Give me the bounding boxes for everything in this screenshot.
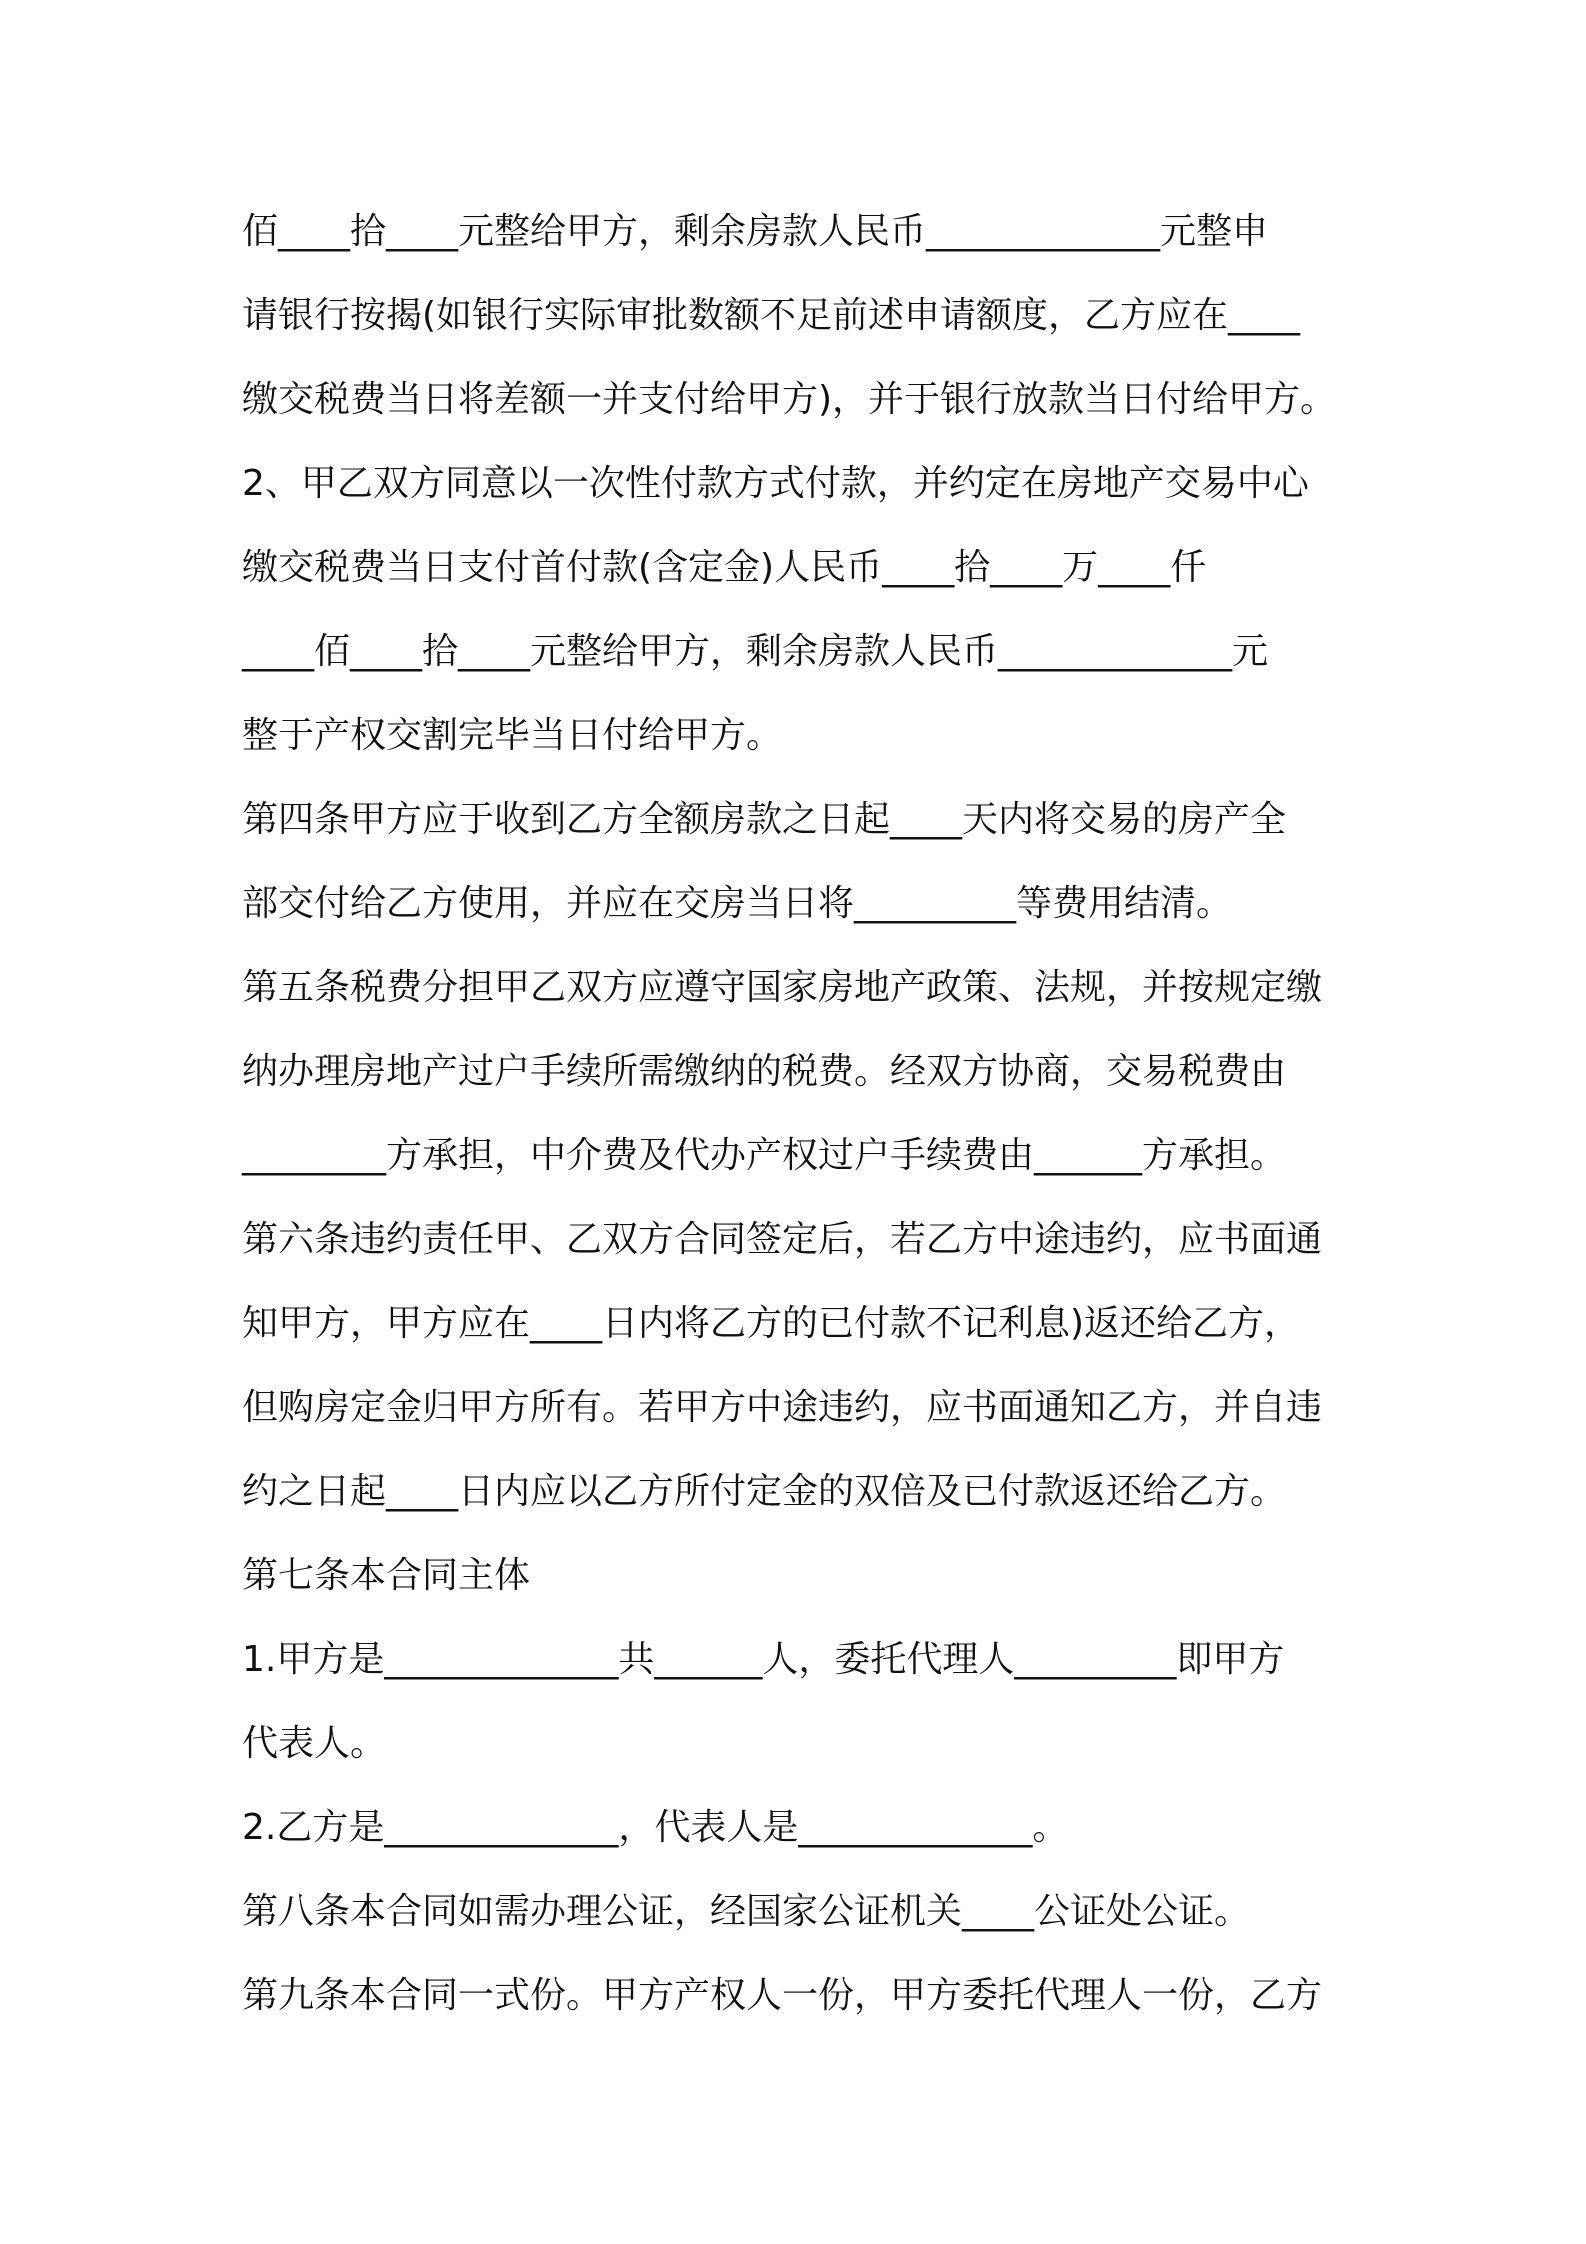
- text-line: 部交付给乙方使用，并应在交房当日将_________等费用结清。: [242, 883, 1233, 924]
- text-line: 第六条违约责任甲、乙双方合同签定后，若乙方中途违约，应书面通: [242, 1219, 1323, 1260]
- text-line: 纳办理房地产过户手续所需缴纳的税费。经双方协商，交易税费由: [242, 1051, 1287, 1092]
- text-line: 2.乙方是_____________，代表人是_____________。: [242, 1807, 1069, 1848]
- text-line: 缴交税费当日将差额一并支付给甲方)，并于银行放款当日付给甲方。: [242, 379, 1337, 420]
- text-line: ____佰____拾____元整给甲方，剩余房款人民币_____________元: [242, 631, 1269, 672]
- text-line: 代表人。: [242, 1723, 387, 1764]
- text-line: 第五条税费分担甲乙双方应遵守国家房地产政策、法规，并按规定缴: [242, 967, 1323, 1008]
- text-line: 第九条本合同一式份。甲方产权人一份，甲方委托代理人一份，乙方: [242, 1975, 1323, 2016]
- contract-body: [242, 190, 1362, 2038]
- text-line: ________方承担，中介费及代办产权过户手续费由______方承担。: [242, 1135, 1287, 1176]
- text-line: 第七条本合同主体: [242, 1555, 531, 1596]
- text-line: 整于产权交割完毕当日付给甲方。: [242, 715, 783, 756]
- text-line: 2、甲乙双方同意以一次性付款方式付款，并约定在房地产交易中心: [242, 463, 1309, 504]
- text-line: 约之日起____日内应以乙方所付定金的双倍及已付款返还给乙方。: [242, 1471, 1287, 1512]
- text-line: 请银行按揭(如银行实际审批数额不足前述申请额度，乙方应在____: [242, 295, 1301, 336]
- text-line: 佰____拾____元整给甲方，剩余房款人民币_____________元整申: [242, 211, 1269, 252]
- text-line: 第四条甲方应于收到乙方全额房款之日起____天内将交易的房产全: [242, 799, 1287, 840]
- text-line: 第八条本合同如需办理公证，经国家公证机关____公证处公证。: [242, 1891, 1251, 1932]
- text-line: 知甲方，甲方应在____日内将乙方的已付款不记利息)返还给乙方，: [242, 1303, 1301, 1344]
- text-line: 缴交税费当日支付首付款(含定金)人民币____拾____万____仟: [242, 547, 1207, 588]
- text-line: 1.甲方是_____________共______人，委托代理人_________即甲方: [242, 1639, 1285, 1680]
- text-line: 但购房定金归甲方所有。若甲方中途违约，应书面通知乙方，并自违: [242, 1387, 1323, 1428]
